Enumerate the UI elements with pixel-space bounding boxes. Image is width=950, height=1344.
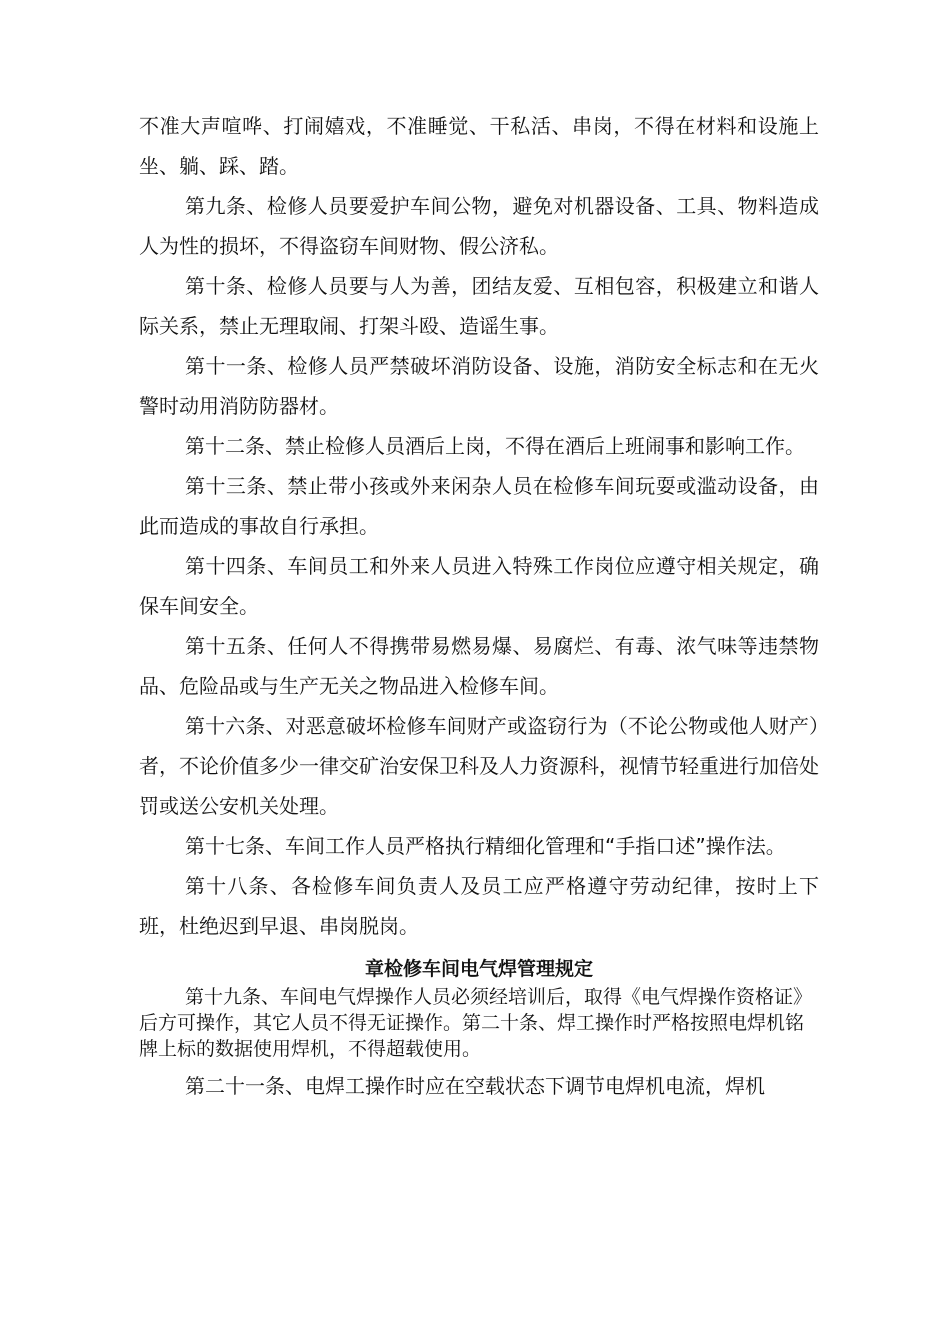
article-11: 第十一条、检修人员严禁破坏消防设备、设施，消防安全标志和在无火警时动用消防防器材。 <box>139 354 819 418</box>
article-13: 第十三条、禁止带小孩或外来闲杂人员在检修车间玩耍或滥动设备，由此而造成的事故自行承担。 <box>139 474 819 538</box>
article-19-20: 第十九条、车间电气焊操作人员必须经培训后，取得《电气焊操作资格证》后方可操作，其它人员不得无证操作。第二十条、焊工操作时严格按照电焊机铭牌上标的数据使用焊机，不得超载使用。 <box>139 986 813 1060</box>
article-16: 第十六条、对恶意破坏检修车间财产或盗窃行为（不论公物或他人财产）者，不论价值多少一律交矿治安保卫科及人力资源科，视情节轻重进行加倍处罚或送公安机关处理。 <box>139 714 819 818</box>
article-15: 第十五条、任何人不得携带易燃易爆、易腐烂、有毒、浓气味等违禁物品、危险品或与生产无关之物品进入检修车间。 <box>139 634 819 698</box>
article-21: 第二十一条、电焊工操作时应在空载状态下调节电焊机电流，焊机 <box>185 1074 765 1098</box>
section-heading: 章检修车间电气焊管理规定 <box>364 958 593 980</box>
article-17: 第十七条、车间工作人员严格执行精细化管理和“手指口述”操作法。 <box>185 834 786 858</box>
article-18: 第十八条、各检修车间负责人及员工应严格遵守劳动纪律，按时上下班，杜绝迟到早退、串岗脱岗。 <box>139 874 819 938</box>
article-12: 第十二条、禁止检修人员酒后上岗，不得在酒后上班闹事和影响工作。 <box>185 434 805 458</box>
article-14: 第十四条、车间员工和外来人员进入特殊工作岗位应遵守相关规定，确保车间安全。 <box>139 554 819 618</box>
document-page <box>139 106 819 1106</box>
paragraph-continuation: 不准大声喧哗、打闹嬉戏，不准睡觉、干私活、串岗，不得在材料和设施上坐、躺、踩、踏。 <box>139 114 819 178</box>
article-9: 第九条、检修人员要爱护车间公物，避免对机器设备、工具、物料造成人为性的损坏，不得盗窃车间财物、假公济私。 <box>139 194 819 258</box>
article-10: 第十条、检修人员要与人为善，团结友爱、互相包容，积极建立和谐人际关系，禁止无理取闹、打架斗殴、造谣生事。 <box>139 274 819 338</box>
